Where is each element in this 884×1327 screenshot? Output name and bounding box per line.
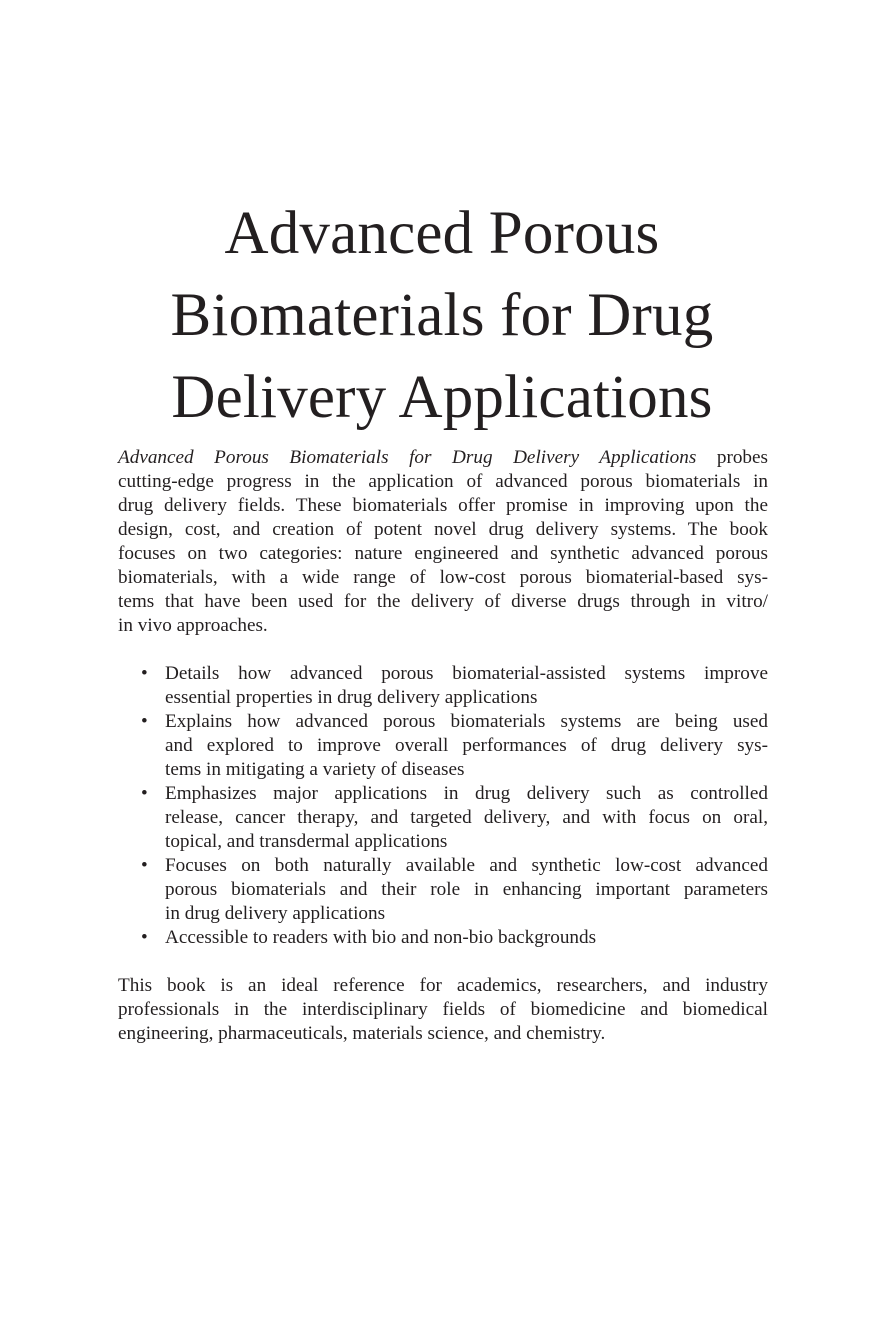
- title-line: Biomaterials for Drug: [170, 282, 714, 349]
- feature-item: [118, 662, 768, 710]
- closing-line: professionals in the interdisciplinary fields of biomedicine and biomedical: [118, 999, 768, 1020]
- feature-line: Details how advanced porous biomaterial-assisted systems improve: [165, 663, 768, 684]
- title-line: Delivery Applications: [171, 364, 713, 431]
- blurb-book-title: Advanced Porous Biomaterials for Drug Delivery Applications: [118, 447, 697, 468]
- blurb-line: focuses on two categories: nature engineered and synthetic advanced porous: [118, 543, 768, 564]
- feature-line: topical, and transdermal applications: [165, 831, 448, 852]
- feature-item: [118, 782, 768, 854]
- bullet-marker: •: [141, 711, 148, 732]
- feature-line: tems in mitigating a variety of diseases: [165, 759, 465, 780]
- feature-item: [118, 854, 768, 926]
- feature-line: Focuses on both naturally available and synthetic low-cost advanced: [165, 855, 768, 876]
- blurb-line: in vivo approaches.: [118, 615, 268, 636]
- bullet-marker: •: [141, 927, 148, 948]
- blurb-line: design, cost, and creation of potent novel drug delivery systems. The book: [118, 519, 768, 540]
- title-line: Advanced Porous: [224, 200, 660, 267]
- blurb-line-text: probes: [716, 447, 769, 468]
- closing-line: This book is an ideal reference for academics, researchers, and industry: [118, 975, 768, 996]
- blurb-line: cutting-edge progress in the application of advanced porous biomaterials in: [118, 471, 768, 492]
- feature-item: [118, 710, 768, 782]
- closing-paragraph: [118, 974, 768, 1046]
- closing-line: engineering, pharmaceuticals, materials science, and chemistry.: [118, 1023, 606, 1044]
- feature-line: release, cancer therapy, and targeted delivery, and with focus on oral,: [165, 807, 768, 828]
- bullet-marker: •: [141, 855, 148, 876]
- feature-line: essential properties in drug delivery applications: [165, 687, 538, 708]
- feature-line: Emphasizes major applications in drug delivery such as controlled: [165, 783, 768, 804]
- blurb-line: [118, 446, 768, 470]
- feature-list: [118, 662, 768, 950]
- bullet-marker: •: [141, 663, 148, 684]
- book-title: [90, 193, 794, 439]
- blurb-line: drug delivery fields. These biomaterials offer promise in improving upon the: [118, 495, 768, 516]
- blurb-paragraph: [118, 446, 768, 638]
- feature-line: Accessible to readers with bio and non-bio backgrounds: [165, 927, 597, 948]
- feature-item: [118, 926, 768, 950]
- feature-line: Explains how advanced porous biomaterials systems are being used: [165, 711, 768, 732]
- blurb-line: biomaterials, with a wide range of low-cost porous biomaterial-based sys-: [118, 567, 768, 588]
- feature-line: and explored to improve overall performances of drug delivery sys-: [165, 735, 768, 756]
- blurb-line: tems that have been used for the delivery of diverse drugs through in vitro/: [118, 591, 768, 612]
- feature-line: porous biomaterials and their role in enhancing important parameters: [165, 879, 768, 900]
- feature-line: in drug delivery applications: [165, 903, 386, 924]
- bullet-marker: •: [141, 783, 148, 804]
